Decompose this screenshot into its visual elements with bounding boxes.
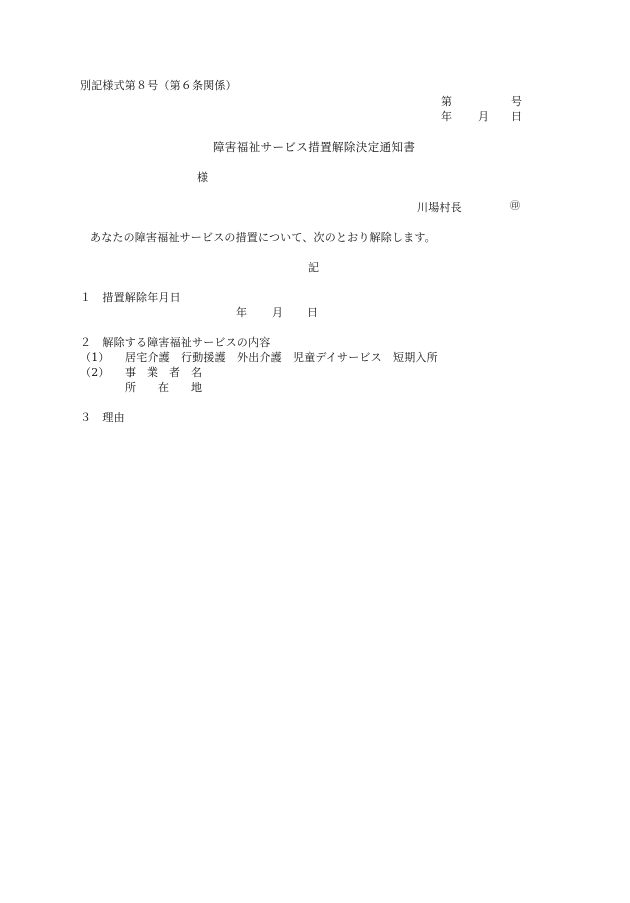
item3-label: ３ 理由 bbox=[80, 411, 125, 424]
seal-mark: ㊞ bbox=[510, 201, 521, 212]
issuer-name: 川場村長 bbox=[417, 201, 462, 214]
item2-label: ２ 解除する障害福祉サービスの内容 bbox=[80, 336, 271, 349]
item2-operator-label: 事 業 者 名 bbox=[125, 366, 202, 379]
item2-sub1-services: 居宅介護 行動援護 外出介護 児童デイサービス 短期入所 bbox=[125, 351, 438, 364]
issue-date-day: 日 bbox=[511, 110, 523, 123]
item1-month: 月 bbox=[272, 306, 284, 319]
issue-date-month: 月 bbox=[478, 110, 490, 123]
body-text: あなたの障害福祉サービスの措置について、次のとおり解除します。 bbox=[90, 231, 436, 244]
item2-address-label: 所 在 地 bbox=[125, 381, 202, 394]
item1-day: 日 bbox=[307, 306, 319, 319]
ki-heading: 記 bbox=[308, 261, 320, 274]
document-number-suffix: 号 bbox=[511, 95, 523, 108]
item2-sub1-number: （1） bbox=[80, 351, 110, 364]
item1-label: １ 措置解除年月日 bbox=[80, 291, 181, 304]
item1-year: 年 bbox=[236, 306, 248, 319]
addressee-suffix: 様 bbox=[197, 171, 209, 184]
item2-sub2-number: （2） bbox=[80, 366, 110, 379]
document-number-prefix: 第 bbox=[441, 95, 453, 108]
document-title: 障害福祉サービス措置解除決定通知書 bbox=[213, 140, 416, 154]
issue-date-year: 年 bbox=[441, 110, 453, 123]
form-reference: 別記様式第８号（第６条関係） bbox=[80, 79, 237, 92]
